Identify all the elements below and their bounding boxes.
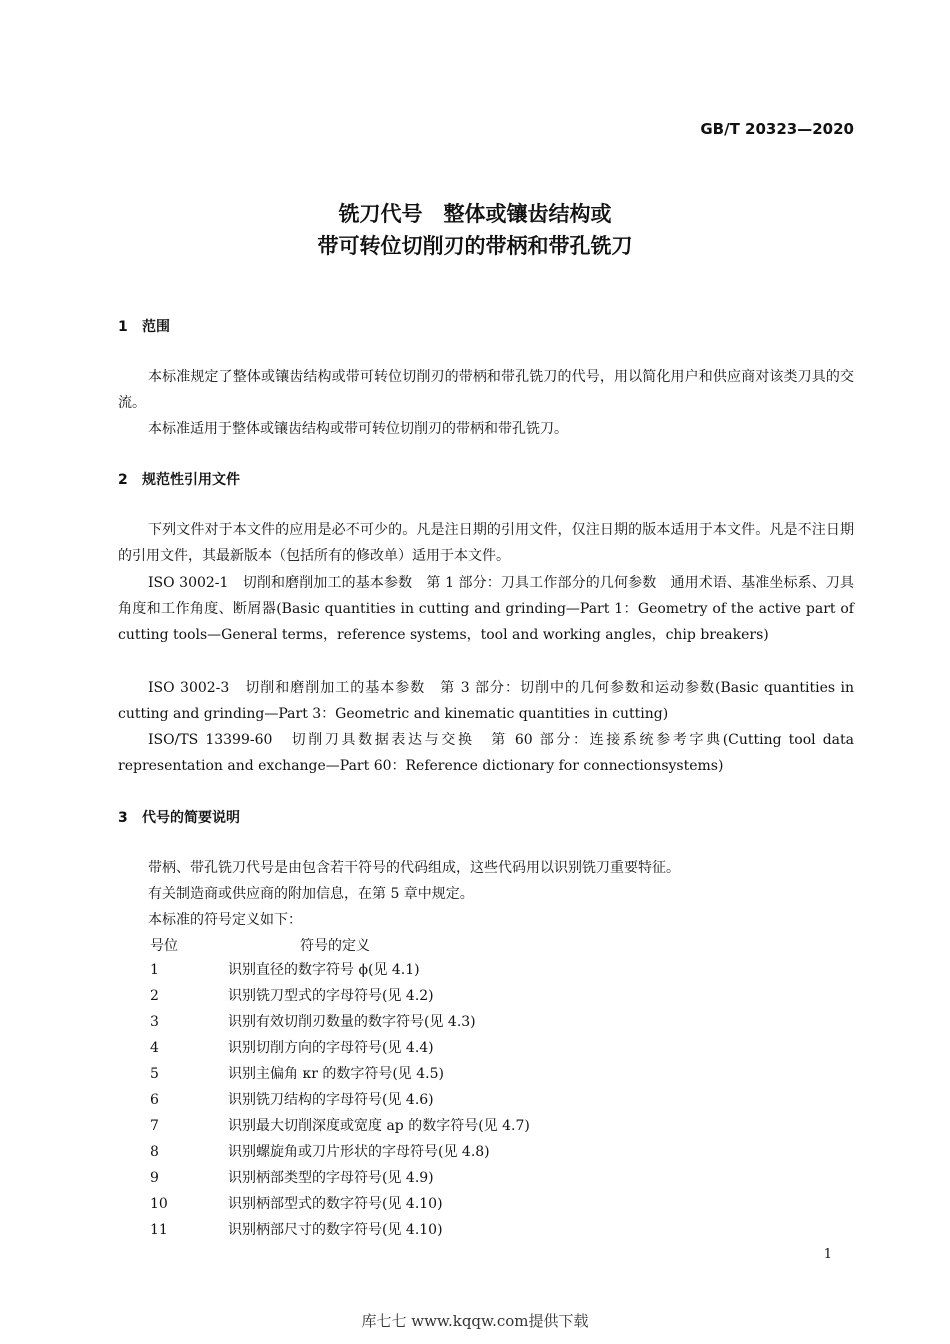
standard-code: GB/T 20323—2020 — [700, 120, 854, 138]
title-line-2: 带可转位切削刃的带柄和带孔铣刀 — [317, 234, 633, 258]
document-title — [0, 198, 950, 262]
row-number: 10 — [150, 1196, 168, 1212]
section-number: 2 — [118, 472, 128, 488]
row-definition: 识别柄部型式的数字符号(见 4.10) — [228, 1196, 443, 1212]
section-number: 3 — [118, 810, 128, 826]
reference-iso-3002-3: ISO 3002-3 切削和磨削加工的基本参数 第 3 部分：切削中的几何参数和运动参数(Basic quantities in cutting and grinding—Part 3：Geometric and kinematic quantities in cutting) — [118, 680, 854, 722]
section-title: 规范性引用文件 — [142, 472, 240, 488]
section-2-paragraph-1: 下列文件对于本文件的应用是必不可少的。凡是注日期的引用文件，仅注日期的版本适用于本文件。凡是不注日期的引用文件，其最新版本（包括所有的修改单）适用于本文件。 — [118, 522, 854, 564]
symbol-row — [150, 1087, 434, 1113]
row-number: 2 — [150, 988, 159, 1004]
row-definition: 识别有效切削刃数量的数字符号(见 4.3) — [228, 1014, 476, 1030]
row-number: 5 — [150, 1066, 159, 1082]
section-number: 1 — [118, 319, 128, 335]
row-number: 1 — [150, 962, 159, 978]
reference-iso-3002-1: ISO 3002-1 切削和磨削加工的基本参数 第 1 部分：刀具工作部分的几何参数 通用术语、基准坐标系、刀具角度和工作角度、断屑器(Basic quantities in cutting and grinding—Part 1：Geometry of the active part of cutting tools—General terms，reference systems，tool and working angles，chip breakers) — [118, 575, 854, 643]
symbol-row — [150, 1165, 434, 1191]
row-definition: 识别铣刀型式的字母符号(见 4.2) — [228, 988, 434, 1004]
table-header-position: 号位 — [150, 938, 178, 954]
symbol-row — [150, 1139, 490, 1165]
symbol-row — [150, 1191, 443, 1217]
section-3-line-2: 有关制造商或供应商的附加信息，在第 5 章中规定。 — [148, 886, 474, 902]
reference-iso-ts-13399-60: ISO/TS 13399-60 切削刀具数据表达与交换 第 60 部分：连接系统参考字典(Cutting tool data representation and exchange—Part 60：Reference dictionary for connectionsystems) — [118, 732, 854, 774]
row-number: 11 — [150, 1222, 168, 1238]
row-number: 6 — [150, 1092, 159, 1108]
symbol-row — [150, 1217, 443, 1243]
row-definition: 识别主偏角 κr 的数字符号(见 4.5) — [228, 1066, 444, 1082]
download-footer: 库七七 www.kqqw.com提供下载 — [361, 1312, 589, 1330]
section-3-line-3: 本标准的符号定义如下： — [148, 912, 302, 928]
row-number: 8 — [150, 1144, 159, 1160]
symbol-row — [150, 983, 434, 1009]
title-line-1: 铣刀代号 整体或镶齿结构或 — [338, 202, 612, 226]
section-1-paragraph-1: 本标准规定了整体或镶齿结构或带可转位切削刃的带柄和带孔铣刀的代号，用以简化用户和供应商对该类刀具的交流。 — [118, 369, 854, 411]
row-definition: 识别柄部类型的字母符号(见 4.9) — [228, 1170, 434, 1186]
symbol-row — [150, 1061, 444, 1087]
section-3-heading — [118, 807, 240, 827]
section-1-paragraph-2: 本标准适用于整体或镶齿结构或带可转位切削刃的带柄和带孔铣刀。 — [148, 421, 568, 437]
row-number: 9 — [150, 1170, 159, 1186]
section-3-line-1: 带柄、带孔铣刀代号是由包含若干符号的代码组成，这些代码用以识别铣刀重要特征。 — [148, 860, 680, 876]
section-title: 代号的简要说明 — [142, 810, 240, 826]
row-number: 4 — [150, 1040, 159, 1056]
section-1-heading — [118, 316, 170, 336]
table-header-definition: 符号的定义 — [300, 938, 370, 954]
row-definition: 识别铣刀结构的字母符号(见 4.6) — [228, 1092, 434, 1108]
symbol-row — [150, 957, 420, 983]
symbol-row — [150, 1035, 434, 1061]
row-number: 7 — [150, 1118, 159, 1134]
row-number: 3 — [150, 1014, 159, 1030]
row-definition: 识别螺旋角或刀片形状的字母符号(见 4.8) — [228, 1144, 490, 1160]
section-2-heading — [118, 469, 240, 489]
symbol-row — [150, 1113, 530, 1139]
page-number: 1 — [823, 1247, 832, 1262]
symbol-row — [150, 1009, 476, 1035]
section-title: 范围 — [142, 319, 170, 335]
row-definition: 识别最大切削深度或宽度 ap 的数字符号(见 4.7) — [228, 1118, 530, 1134]
row-definition: 识别切削方向的字母符号(见 4.4) — [228, 1040, 434, 1056]
row-definition: 识别柄部尺寸的数字符号(见 4.10) — [228, 1222, 443, 1238]
row-definition: 识别直径的数字符号 ϕ(见 4.1) — [228, 962, 420, 978]
